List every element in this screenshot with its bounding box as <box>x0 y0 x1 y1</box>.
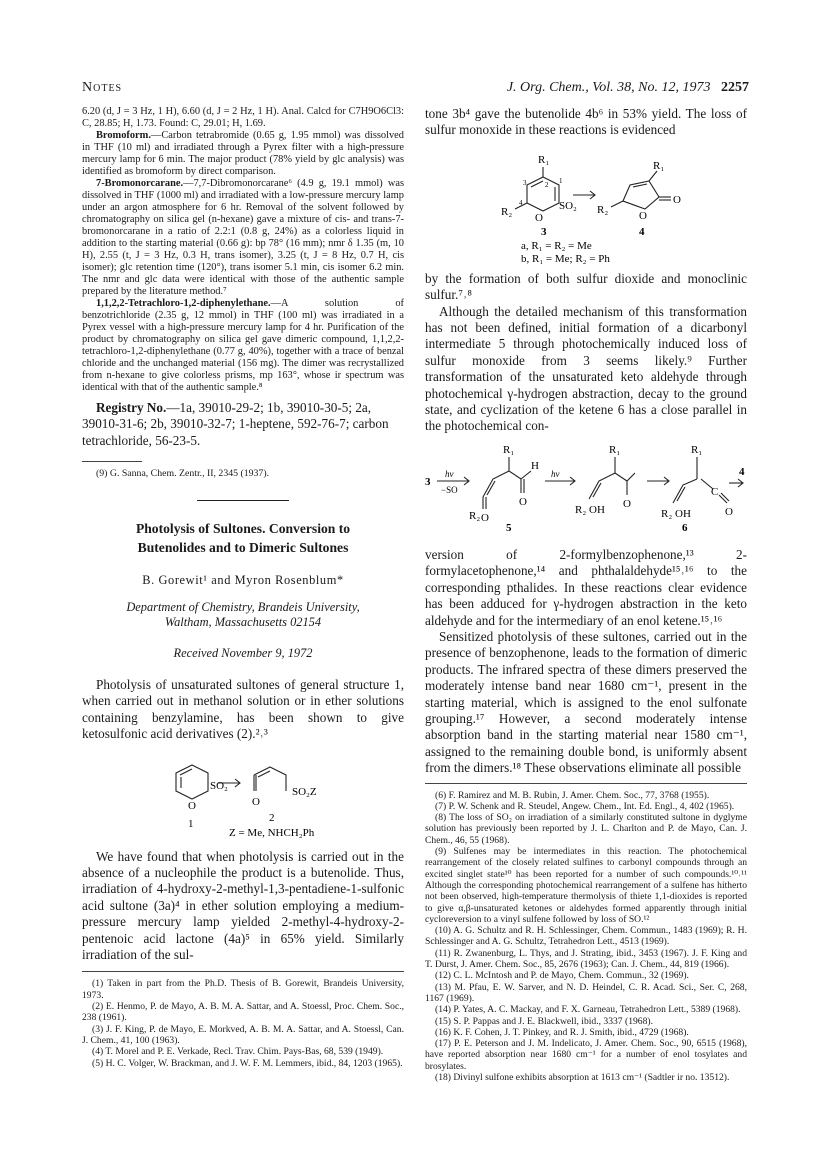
footnote-rule-right <box>425 783 747 784</box>
scheme1-o: O <box>188 799 196 812</box>
affiliation <box>82 600 404 630</box>
scheme2-carbonyl-o: O <box>673 193 681 206</box>
footnote-9: (9) Sulfenes may be intermediates in this reaction. The photochemical rearrangement of the closely related sulfines to carbonyl compounds through an excited singlet state¹⁰ has been reported for a number of such compounds.¹⁰˒¹¹ Although the corresponding photochemical rearrangement of a sulfene has hitherto not been observed, high-temperature thermolysis of thiete 1,1-dioxides is reported to give α,β-unsaturated ketones or aldehydes formed apparently through initial cycloreversion to a vinyl sulfene followed by loss of SO.¹² <box>425 846 747 925</box>
bromoform-heading: Bromoform. <box>96 130 151 141</box>
footnote-15: (15) S. P. Pappas and J. E. Blackwell, ibid., 3337 (1968). <box>435 1015 653 1027</box>
paragraph-so-loss: by the formation of both sulfur dioxide and monoclinic sulfur.⁷˒⁸ <box>425 270 747 303</box>
footnote-10: (10) A. G. Schultz and R. H. Schlessinger, Chem. Commun., 1483 (1969); R. H. Schlessinger and A. G. Schultz, Tetrahedron Lett., 4513 (1969). <box>425 925 747 948</box>
scheme3-r2b: R₂ <box>575 503 587 516</box>
footnote-rule-left <box>82 971 404 972</box>
right-column <box>425 106 747 1083</box>
registry-heading: Registry No. <box>96 400 167 415</box>
scheme1-o2: O <box>252 795 260 808</box>
title-line-2: Butenolides and to Dimeric Sultones <box>137 540 349 556</box>
ketene-6-chain <box>673 479 697 503</box>
tetrachloro-text: —A solution of benzotrichloride (2.35 g, 12 mmol) in THF (100 ml) was irradiated in a Pyrex vessel with a high-pressure mercury lamp for 4 hr. Purification of the product by chromatography on silica gel gave dimeric compound, 1,1,2,2-tetrachloro-1,2-diphenylethane (0.77 g, 40%), together with a trace of benzal chloride and the unchanged material (156 mg). The dimer was recrystallized from n-hexane to give colorless prisms, mp 163°, whose ir spectrum was identical with that of the authentic sample.⁸ <box>82 298 404 393</box>
scheme3-r2a: R₂ <box>469 509 481 522</box>
footnote-9-prev: (9) G. Sanna, Chem. Zentr., II, 2345 (1937). <box>96 468 270 480</box>
scheme-3-mechanism <box>425 437 747 533</box>
footnote-3: (3) J. F. King, P. de Mayo, E. Morkved, A. B. M. A. Sattar, and A. Stoessl, Can. J. Chem., 41, 100 (1963). <box>82 1023 404 1046</box>
sultone-ring-3 <box>527 177 559 211</box>
affiliation-line-1: Department of Chemistry, Brandeis University, <box>126 600 360 615</box>
scheme2-r1a: R₁ <box>538 153 550 166</box>
footnote-4: (4) T. Morel and P. E. Verkade, Recl. Trav. Chim. Pays-Bas, 68, 539 (1949). <box>92 1046 384 1058</box>
compound-label-4: 4 <box>639 225 645 238</box>
scheme2-ring-o: O <box>535 211 543 224</box>
scheme3-r1b: R₁ <box>609 443 621 456</box>
scheme2-so2: SO₂ <box>559 199 577 212</box>
footnote-13: (13) M. Pfau, E. W. Sarver, and N. D. Heindel, C. R. Acad. Sci., Ser. C, 268, 1167 (1969). <box>425 981 747 1004</box>
paragraph-sensitized-photolysis: Sensitized photolysis of these sultones, carried out in the presence of benzophenone, leads to the formation of dimeric products. The infrared spectra of these dimers preserved the moderately intense band near 1680 cm⁻¹, present in the starting material, which is assigned to the enol sulfonate grouping.¹⁷ However, a second moderately intense absorption band in the starting material near 1580 cm⁻¹, assigned to the remaining double bond, is uniformly absent from the dimers.¹⁸ These observations eliminate all possible <box>425 628 747 776</box>
atom-number-1: 1 <box>559 176 563 185</box>
footnote-11: (11) R. Zwanenburg, L. Thys, and J. Strating, ibid., 3453 (1967). J. F. King and T. Durst, J. Amer. Chem. Soc., 85, 2676 (1963); Can. J. Chem., 44, 819 (1966). <box>425 947 747 971</box>
journal-name: J. Org. Chem., <box>506 80 589 95</box>
scheme3-r1c: R₁ <box>691 443 703 456</box>
scheme2-variant-b: b, R₁ = Me; R₂ = Ph <box>521 252 610 265</box>
tetrachloro-paragraph <box>82 298 404 394</box>
scheme3-o2: O <box>519 495 527 508</box>
footnote-8: (8) The loss of SO₂ on irradiation of a similarly constituted sultone in dyglyme solution has previously been reported by J. L. Charlton and P. de Mayo, Can. J. Chem., 46, 55 (1968). <box>425 812 747 846</box>
atom-number-3: 3 <box>523 178 527 187</box>
label-hv-2: hν <box>551 468 560 479</box>
scheme1-so2z: SO₂Z <box>292 785 317 798</box>
footnote-6: (6) F. Ramirez and M. B. Rubin, J. Amer. Chem. Soc., 77, 3768 (1955). <box>435 789 710 801</box>
bromonorcarane-text: —7,7-Dibromonorcarane⁶ (4.9 g, 19.1 mmol) was dissolved in THF (1000 ml) and irradiated with a low-pressure mercury lamp under an argon atmosphere for 6 hr. Removal of the solvent followed by chromatography on silica gel (n-hexane) gave a mixture of cis- and trans-7-bromonorcarane in a ratio of 2.2:1 (0.8 g, 24%) as a colorless liquid in addition to the starting material (0.66 g): bp 78° (16 mm); nmr δ 1.35 (m, 10 H), 2.55 (t, J = 3 Hz, 0.3 H, trans isomer), 3.25 (t, J = 8 Hz, 0.7 H, cis isomer); glc retention time (120°), trans isomer 5.1 min, cis isomer 6.2 min. The nmr and glc data were identical with those of the authentic sample prepared by the literature method.⁷ <box>82 178 404 297</box>
scheme3-o1: O <box>481 511 489 524</box>
scheme3-h: H <box>531 459 539 472</box>
label-minus-so: −SO <box>441 484 458 495</box>
scheme2-variant-a: a, R₁ = R₂ = Me <box>521 239 592 252</box>
prev-article-text: 6.20 (d, J = 3 Hz, 1 H), 6.60 (d, J = 2 Hz, 1 H). Anal. Calcd for C7H9O6Cl3: C, 28.85; H, 1.73. Found: C, 29.01; H, 1.69. <box>82 106 404 129</box>
footnote-5: (5) H. C. Volger, W. Brackman, and J. W. F. M. Lemmers, ibid., 84, 1203 (1965). <box>92 1057 403 1069</box>
tetrachloro-heading: 1,1,2,2-Tetrachloro-1,2-diphenylethane. <box>96 298 271 309</box>
results-paragraph: We have found that when photolysis is carried out in the absence of a nucleophile the product is a butenolide. Thus, irradiation of 4-hydroxy-2-methyl-1,3-pentadiene-1-sulfonic acid sultone (3a)⁴ in ether solution employing a medium-pressure mercury lamp yielded 2-methyl-4-hydroxy-2-pentenoic acid lactone (4a)⁵ in 65% yield. Similarly irradiation of the sul- <box>82 848 404 963</box>
received-date: Received November 9, 1972 <box>173 646 313 661</box>
paragraph-continued: tone 3b⁴ gave the butenolide 4b⁶ in 53% yield. The loss of sulfur monoxide in these reactions is evidenced <box>425 106 747 138</box>
article-title <box>82 519 404 557</box>
scheme3-r1a: R₁ <box>503 443 515 456</box>
atom-number-4: 4 <box>519 198 523 207</box>
scheme3-oh2: OH <box>675 507 691 520</box>
scheme-1-sultone-to-ketosulfonic <box>82 747 404 839</box>
compound-label-6: 6 <box>682 521 688 533</box>
footnote-12: (12) C. L. McIntosh and P. de Mayo, Chem. Commun., 32 (1969). <box>435 970 689 982</box>
running-head-section: Notes <box>82 80 123 95</box>
left-footnotes <box>82 978 404 1068</box>
compound-label-5: 5 <box>506 521 512 533</box>
bromonorcarane-paragraph <box>82 178 404 298</box>
right-footnotes <box>425 790 747 1084</box>
scheme2-r1b: R₁ <box>653 159 665 172</box>
scheme-2-sultone-to-butenolide <box>425 141 747 267</box>
volume-info: Vol. 38, No. 12, 1973 <box>592 80 711 95</box>
paragraph-mechanism: Although the detailed mechanism of this transformation has not been defined, initial formation of a dicarbonyl intermediate 5 through photochemically induced loss of sulfur monoxide from 3 seems likely.⁹ Further transformation of the unsaturated keto aldehyde through photochemical γ-hydrogen abstraction, decay to the ground state, and cyclization of the ketene 6 has a close parallel in the photochemical con- <box>425 303 747 434</box>
open-chain-2 <box>254 767 286 791</box>
registry-text: —1a, 39010-29-2; 1b, 39010-30-5; 2a, 39010-31-6; 2b, 39010-32-7; 1-heptene, 592-76-7; carbon tetrachloride, 56-23-5. <box>82 400 389 448</box>
footnote-14: (14) P. Yates, A. C. Mackay, and F. X. Garneau, Tetrahedron Lett., 5389 (1968). <box>435 1004 741 1016</box>
intro-paragraph: Photolysis of unsaturated sultones of general structure 1, when carried out in methanol solution or in ether solutions containing benzylamine, has been shown to give ketosulfonic acid derivatives (2).²˒³ <box>82 677 404 742</box>
scheme1-z-definition: Z = Me, NHCH₂Ph <box>229 826 315 839</box>
bromoform-text: —Carbon tetrabromide (0.65 g, 1.95 mmol) was dissolved in THF (10 ml) and irradiated through a Pyrex filter with a high-pressure mercury lamp for 6 min. The major product (78% yield by glc analysis) was identified as bromoform by direct comparison. <box>82 130 404 177</box>
bromonorcarane-heading: 7-Bromonorcarane. <box>96 178 184 189</box>
scheme3-o4: O <box>725 505 733 518</box>
footnote-2: (2) E. Henmo, P. de Mayo, A. B. M. A. Sattar, and A. Stoessl, Proc. Chem. Soc., 238 (1961). <box>82 1001 404 1024</box>
footnote-rule <box>82 461 142 462</box>
enol-intermediate <box>589 473 635 499</box>
registry-numbers <box>82 400 404 449</box>
article-divider <box>197 500 289 501</box>
scheme3-r2c: R₂ <box>661 507 673 520</box>
footnote-1: (1) Taken in part from the Ph.D. Thesis of B. Gorewit, Brandeis University, 1973. <box>82 978 404 1001</box>
scheme3-o3: O <box>623 497 631 510</box>
title-line-1: Photolysis of Sultones. Conversion to <box>135 521 351 537</box>
scheme3-start-3: 3 <box>425 475 431 488</box>
atom-number-2: 2 <box>545 180 549 189</box>
scheme2-r2b: R₂ <box>597 203 609 216</box>
scheme1-so2: SO₂ <box>210 779 228 792</box>
footnote-18: (18) Divinyl sulfone exhibits absorption at 1613 cm⁻¹ (Sadtler ir no. 13512). <box>435 1071 730 1083</box>
scheme3-end-4: 4 <box>739 465 745 478</box>
compound-label-2: 2 <box>269 811 275 824</box>
scheme2-r2a: R₂ <box>501 205 513 218</box>
label-hv-1: hν <box>445 468 454 479</box>
compound-label-1: 1 <box>188 817 194 830</box>
footnote-17: (17) P. E. Peterson and J. M. Indelicato, J. Amer. Chem. Soc., 90, 6515 (1968), have reported absorption near 1680 cm⁻¹ for a number of enol tosylates and brosylates. <box>425 1038 747 1072</box>
paragraph-photochemical-conversion: version of 2-formylbenzophenone,¹³ 2-formylacetophenone,¹⁴ and phthalaldehyde¹⁵˒¹⁶ to the corresponding pthalides. In these reactions clear evidence has been adduced for γ-hydrogen abstraction in the keto aldehyde and for the intermediary of an enol ketene.¹⁵˒¹⁶ <box>425 546 747 628</box>
running-head-journal <box>507 80 749 96</box>
page-number: 2257 <box>721 80 749 95</box>
bromoform-paragraph <box>82 130 404 178</box>
scheme3-oh1: OH <box>589 503 605 516</box>
scheme2-ring-o-2: O <box>639 209 647 222</box>
compound-label-3: 3 <box>541 225 547 238</box>
footnote-16: (16) K. F. Cohen, J. T. Pinkey, and R. J. Smith, ibid., 4729 (1968). <box>435 1026 689 1038</box>
authors: B. Gorewit¹ and Myron Rosenblum* <box>142 573 344 588</box>
affiliation-line-2: Waltham, Massachusetts 02154 <box>164 615 322 630</box>
left-column <box>82 106 404 1069</box>
scheme3-c: C <box>711 485 719 498</box>
footnote-7: (7) P. W. Schenk and R. Steudel, Angew. Chem., Int. Ed. Engl., 4, 402 (1965). <box>435 800 735 812</box>
